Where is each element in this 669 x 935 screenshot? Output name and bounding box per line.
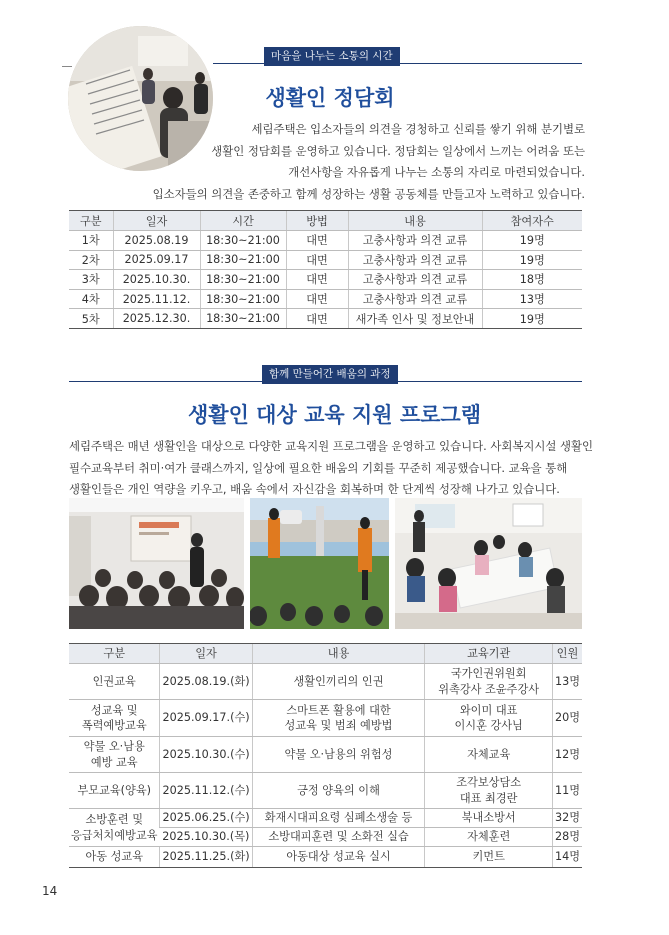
method-cell: 대면 (286, 309, 348, 329)
category-cell: 성교육 및 폭력예방교육 (69, 700, 160, 737)
page-number: 14 (42, 884, 58, 898)
date-cell: 2025.10.30.(수) (160, 737, 252, 773)
table-row (69, 664, 582, 700)
round-cell: 1차 (69, 231, 113, 251)
table-row (69, 700, 582, 737)
table-row (69, 737, 582, 773)
table-header-row (69, 644, 582, 664)
content-cell: 아동대상 성교육 실시 (252, 847, 425, 868)
date-cell: 2025.10.30. (113, 270, 200, 290)
org-cell: 북내소방서 (425, 809, 553, 828)
intro-line: 생활인 정담회를 운영하고 있습니다. 정담회는 일상에서 느끼는 어려움 또는 (211, 143, 585, 158)
column-header: 내용 (348, 211, 482, 231)
content-cell: 소방대피훈련 및 소화전 실습 (252, 828, 425, 847)
section-intro (115, 119, 585, 205)
table-row (69, 270, 582, 290)
count-cell: 28명 (552, 828, 582, 847)
org-cell: 자체교육 (425, 737, 553, 773)
column-header: 일자 (160, 644, 252, 664)
org-cell: 키먼트 (425, 847, 553, 868)
section-tag: 함께 만들어간 배움의 과정 (262, 365, 398, 384)
count-cell: 32명 (552, 809, 582, 828)
table-row (69, 231, 582, 251)
column-header: 교육기관 (425, 644, 553, 664)
time-cell: 18:30~21:00 (200, 250, 286, 270)
method-cell: 대면 (286, 289, 348, 309)
org-cell: 와이미 대표 이시훈 강사님 (425, 700, 553, 737)
column-header: 참여자수 (482, 211, 582, 231)
column-header: 일자 (113, 211, 200, 231)
classroom-photo (69, 498, 244, 629)
table-row (69, 847, 582, 868)
category-cell: 부모교육(양육) (69, 773, 160, 809)
count-cell: 11명 (552, 773, 582, 809)
round-cell: 2차 (69, 250, 113, 270)
count-cell: 13명 (482, 289, 582, 309)
section-title: 생활인 정담회 (265, 86, 395, 110)
date-cell: 2025.08.19 (113, 231, 200, 251)
date-cell: 2025.11.12.(수) (160, 773, 252, 809)
section-tag: 마음을 나누는 소통의 시간 (264, 47, 400, 66)
count-cell: 19명 (482, 309, 582, 329)
date-cell: 2025.09.17 (113, 250, 200, 270)
date-cell: 2025.11.25.(화) (160, 847, 252, 868)
date-cell: 2025.09.17.(수) (160, 700, 252, 737)
round-cell: 5차 (69, 309, 113, 329)
method-cell: 대면 (286, 250, 348, 270)
table-row (69, 773, 582, 809)
column-header: 방법 (286, 211, 348, 231)
content-cell: 고충사항과 의견 교류 (348, 289, 482, 309)
table-row (69, 309, 582, 329)
content-cell: 긍정 양육의 이해 (252, 773, 425, 809)
content-cell: 생활인끼리의 인권 (252, 664, 425, 700)
table-header-row (69, 211, 582, 231)
time-cell: 18:30~21:00 (200, 231, 286, 251)
table-row (69, 809, 582, 828)
fire-drill-photo (250, 498, 389, 629)
intro-line: 세림주택은 입소자들의 의견을 경청하고 신뢰를 쌓기 위해 분기별로 (251, 122, 585, 136)
date-cell: 2025.11.12. (113, 289, 200, 309)
column-header: 시간 (200, 211, 286, 231)
content-cell: 새가족 인사 및 정보안내 (348, 309, 482, 329)
time-cell: 18:30~21:00 (200, 270, 286, 290)
education-table (69, 643, 582, 868)
intro-line: 생활인들은 개인 역량을 키우고, 배움 속에서 자신감을 회복하며 한 단계씩 성장해 나가고 있습니다. (69, 482, 560, 496)
intro-line: 개선사항을 자유롭게 나누는 소통의 자리로 마련되었습니다. (288, 165, 585, 179)
column-header: 구분 (69, 211, 113, 231)
section-title: 생활인 대상 교육 지원 프로그램 (188, 403, 481, 427)
count-cell: 13명 (552, 664, 582, 700)
method-cell: 대면 (286, 270, 348, 290)
category-cell: 아동 성교육 (69, 847, 160, 868)
content-cell: 고충사항과 의견 교류 (348, 231, 482, 251)
column-header: 인원 (552, 644, 582, 664)
intro-line: 필수교육부터 취미·여가 클래스까지, 일상에 필요한 배움의 기회를 꾸준히 제공했습니다. 교육을 통해 (69, 460, 568, 475)
content-cell: 약물 오·남용의 위험성 (252, 737, 425, 773)
intro-line: 세림주택은 매년 생활인을 대상으로 다양한 교육지원 프로그램을 운영하고 있습니다. 사회복지시설 생활인 (69, 439, 593, 453)
content-cell: 고충사항과 의견 교류 (348, 250, 482, 270)
date-cell: 2025.12.30. (113, 309, 200, 329)
content-cell: 고충사항과 의견 교류 (348, 270, 482, 290)
date-cell: 2025.06.25.(수) (160, 809, 252, 828)
content-cell: 스마트폰 활용에 대한 성교육 및 범죄 예방법 (252, 700, 425, 737)
count-cell: 19명 (482, 250, 582, 270)
org-cell: 조각보상담소 대표 최경란 (425, 773, 553, 809)
sex-education-photo (395, 498, 582, 629)
section-intro (69, 436, 593, 501)
meeting-table (69, 210, 582, 329)
org-cell: 국가인권위원회 위촉강사 조윤주강사 (425, 664, 553, 700)
column-header: 구분 (69, 644, 160, 664)
method-cell: 대면 (286, 231, 348, 251)
table-row (69, 250, 582, 270)
count-cell: 19명 (482, 231, 582, 251)
count-cell: 14명 (552, 847, 582, 868)
date-cell: 2025.08.19.(화) (160, 664, 252, 700)
intro-line: 입소자들의 의견을 존중하고 함께 성장하는 생활 공동체를 만들고자 노력하고 있습니다. (152, 186, 585, 201)
count-cell: 12명 (552, 737, 582, 773)
category-cell: 인권교육 (69, 664, 160, 700)
time-cell: 18:30~21:00 (200, 289, 286, 309)
decorative-dash (62, 66, 72, 67)
org-cell: 자체훈련 (425, 828, 553, 847)
count-cell: 18명 (482, 270, 582, 290)
round-cell: 4차 (69, 289, 113, 309)
category-cell: 소방훈련 및 응급처치예방교육 (69, 809, 160, 847)
count-cell: 20명 (552, 700, 582, 737)
content-cell: 화재시대피요령 심폐소생술 등 (252, 809, 425, 828)
column-header: 내용 (252, 644, 425, 664)
date-cell: 2025.10.30.(목) (160, 828, 252, 847)
time-cell: 18:30~21:00 (200, 309, 286, 329)
table-row (69, 289, 582, 309)
round-cell: 3차 (69, 270, 113, 290)
category-cell: 약물 오·남용 예방 교육 (69, 737, 160, 773)
